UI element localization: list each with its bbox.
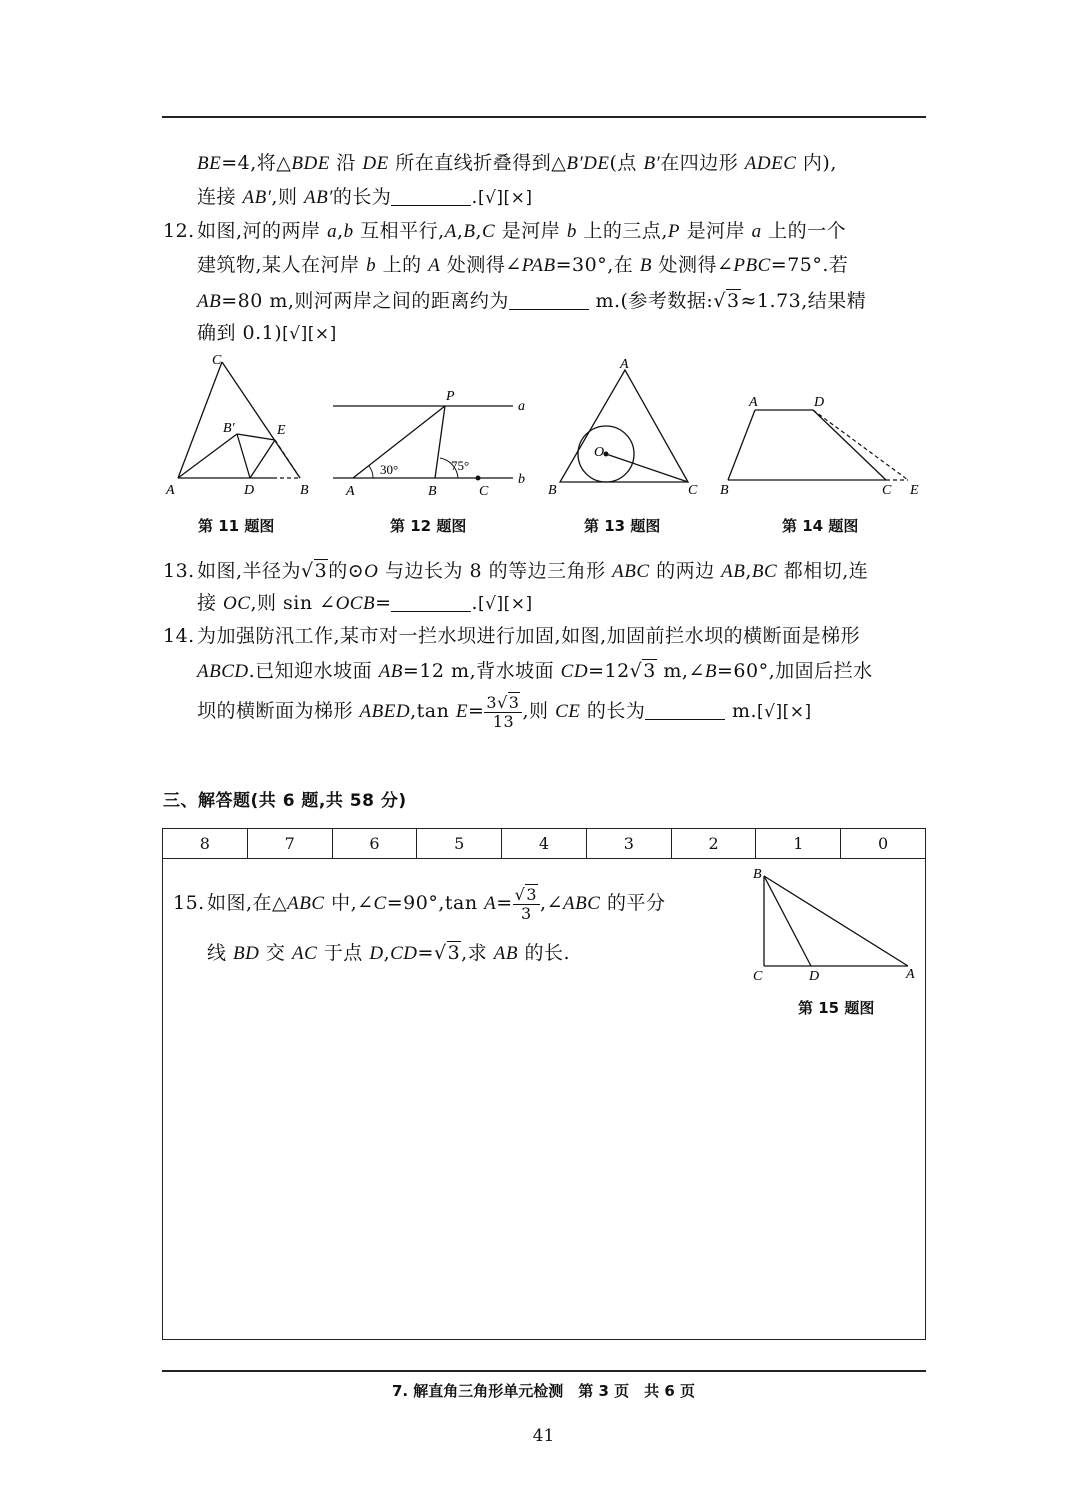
q15-text: ABC [287, 893, 325, 915]
q11-line2 [197, 182, 533, 209]
fig11-label: A [166, 483, 175, 498]
q13-answer-blank[interactable] [391, 593, 471, 612]
q14-line3 [197, 694, 812, 730]
q15-text: A [484, 893, 497, 915]
figure-12-caption: 第 12 题图 [390, 517, 467, 535]
q11-text: BE [197, 153, 222, 174]
q12-text: 确到 0.1) [197, 322, 283, 344]
q14-answer-blank[interactable] [645, 701, 725, 720]
sqrt-symbol: √3 [629, 660, 656, 682]
fig11-label: B [300, 483, 309, 498]
q14-text: AB [378, 661, 403, 682]
fraction-denominator: 3 [521, 903, 532, 923]
q13-text: BC [751, 561, 778, 582]
q12-line1 [163, 216, 846, 243]
fig12-angle-label: 75° [451, 458, 470, 473]
q15-text: , [383, 942, 391, 964]
q14-text: B [704, 661, 717, 682]
q12-text: , [475, 220, 483, 242]
fig13-triangle [560, 370, 688, 482]
q14-check-marks[interactable]: [√][×] [757, 702, 812, 723]
score-cell[interactable]: 8 [163, 829, 248, 858]
q13-text: ,则 sin ∠ [250, 592, 336, 614]
page-footer: 7. 解直角三角形单元检测 第 3 页 共 6 页 [391, 1382, 696, 1400]
q11-text: 的长为 [332, 186, 392, 208]
q14-line2 [197, 656, 873, 683]
fig13-label: O [594, 445, 605, 460]
q15-line2 [207, 938, 570, 965]
fraction-tan-a [513, 886, 540, 922]
score-cell[interactable]: 3 [587, 829, 672, 858]
figure-13 [540, 356, 710, 502]
q12-text: P [667, 221, 681, 242]
q12-text: 是河岸 [680, 220, 752, 242]
score-cell[interactable]: 2 [672, 829, 757, 858]
q14-text: .已知迎水坡面 [248, 660, 379, 682]
q12-answer-blank[interactable] [509, 291, 589, 310]
fig12-label: a [518, 399, 525, 414]
fraction-numerator-coef: 3 [486, 693, 498, 712]
q14-text: ,tan [410, 700, 456, 723]
fig13-label: A [620, 357, 629, 372]
q12-text: , [456, 220, 464, 242]
top-rule [162, 116, 926, 118]
q13-text: . [471, 592, 479, 614]
q11-text: B′ [643, 153, 661, 174]
q11-text: AB′ [242, 187, 272, 208]
q14-text: ,则 [522, 700, 556, 723]
sqrt-radicand: 3 [447, 942, 461, 964]
figure-14-caption: 第 14 题图 [782, 517, 859, 535]
q11-text: =4,将△ [221, 152, 292, 174]
q14-number: 14. [163, 625, 195, 647]
q15-text: 交 [259, 942, 292, 964]
q12-text: b [343, 221, 354, 242]
q15-text: 的平分 [600, 892, 666, 915]
q12-text: 处测得∠ [651, 254, 734, 276]
q15-text: AC [291, 943, 318, 964]
q12-text: b [366, 255, 377, 276]
q15-text: = [496, 892, 513, 915]
fig12-label: P [446, 389, 455, 404]
q12-text: 上的 [376, 254, 429, 276]
q13-text: ABC [612, 561, 650, 582]
q11-answer-blank[interactable] [391, 187, 471, 206]
sqrt-symbol: √3 [301, 560, 328, 582]
q14-text: 坝的横断面为梯形 [197, 700, 360, 723]
q12-text: 处测得∠ [440, 254, 522, 276]
q11-text: . [471, 186, 478, 208]
page-number: 41 [532, 1426, 555, 1446]
q12-text: =30°,在 [555, 254, 640, 276]
fig12-edge [353, 406, 445, 478]
sqrt-symbol: √3 [713, 290, 740, 312]
sqrt-radicand: 3 [643, 660, 656, 682]
q15-text: = [417, 942, 434, 964]
sqrt-symbol: √3 [497, 693, 520, 712]
sqrt-radicand: 3 [726, 290, 740, 312]
q11-text: ADEC [744, 153, 797, 174]
q14-text: CD [560, 661, 589, 682]
q15-text: ,∠ [540, 892, 564, 915]
q12-check-marks[interactable]: [√][×] [282, 324, 337, 344]
q14-text: =12 m,背水坡面 [402, 660, 561, 682]
q11-text: B′DE [566, 153, 610, 174]
q14-text: 的长为 [580, 700, 646, 723]
q11-text: 连接 [197, 186, 243, 208]
fig11-label: D [244, 483, 255, 498]
figure-14 [714, 390, 924, 502]
q12-text: 建筑物,某人在河岸 [197, 254, 367, 276]
q14-text: E [455, 701, 468, 723]
fig12-point-c [476, 476, 481, 481]
fig12-angle-arc [369, 466, 373, 478]
q15-text: 线 [207, 942, 234, 964]
figure-15-caption: 第 15 题图 [798, 999, 875, 1017]
fig14-label: E [910, 483, 919, 498]
q15-text: D [369, 943, 384, 964]
fig12-label: B [428, 484, 437, 499]
sqrt-radicand: 3 [314, 560, 328, 582]
q14-text: CE [555, 701, 581, 723]
fig12-label: C [479, 484, 489, 499]
fig15-bisector-bd [764, 876, 811, 966]
q13-number: 13. [163, 560, 195, 582]
q13-text: 如图,半径为 [197, 560, 302, 582]
score-cell[interactable]: 0 [878, 834, 889, 853]
q13-text: 接 [197, 592, 224, 614]
fraction-numerator [513, 886, 540, 905]
figure-13-caption: 第 13 题图 [584, 517, 661, 535]
q15-text: AB [493, 943, 518, 964]
q12-text: ≈1.73,结果精 [740, 290, 867, 312]
score-cell[interactable]: 7 [248, 829, 333, 858]
q13-line2 [197, 588, 533, 615]
fig11-edge [237, 434, 250, 478]
q15-text: 于点 [317, 942, 370, 964]
fig11-label: C [212, 353, 222, 368]
q12-line4 [197, 318, 337, 345]
fig14-label: B [720, 483, 729, 498]
fig15-label: B [753, 867, 762, 882]
q15-text: C [373, 893, 387, 915]
figure-11 [160, 352, 320, 502]
q12-text: =80 m,则河两岸之间的距离约为 [221, 290, 509, 312]
fig12-label: A [346, 484, 355, 499]
q12-text: AB [197, 291, 222, 312]
fraction-denominator: 13 [492, 711, 515, 731]
fig11-label: B′ [223, 421, 235, 436]
q15-text: BD [233, 943, 260, 964]
q15-text: 中,∠ [324, 892, 374, 915]
q15-text: ,求 [461, 942, 494, 964]
sqrt-symbol: √3 [514, 885, 538, 904]
q13-text: O [364, 561, 379, 582]
figure-15 [748, 864, 923, 988]
q14-text: =12 [588, 660, 630, 682]
q11-text: AB′ [304, 187, 333, 208]
fig12-edge [435, 406, 445, 478]
q11-text: 沿 [329, 152, 363, 174]
q12-text: C [482, 221, 496, 242]
fig13-label: B [548, 483, 557, 498]
q13-text: , [745, 560, 752, 582]
q15-line1 [173, 886, 665, 922]
q13-text: OCB [335, 593, 376, 614]
q11-check-marks[interactable]: [√][×] [477, 188, 533, 208]
q13-check-marks[interactable]: [√][×] [478, 594, 533, 614]
q14-line1 [163, 621, 860, 648]
fig15-label: D [809, 969, 820, 984]
q12-text: B [463, 221, 476, 242]
q15-text: =90°,tan [386, 892, 485, 915]
sqrt-radicand: 3 [526, 885, 538, 904]
fig14-label: A [749, 395, 758, 410]
figure-12 [328, 380, 538, 502]
fig13-segment-oc [606, 454, 688, 482]
q13-text: AB [721, 561, 746, 582]
sqrt-symbol: √3 [433, 942, 461, 964]
q12-text: a [751, 221, 762, 242]
q14-text: =60°,加固后拦水 [717, 660, 873, 682]
score-cell[interactable]: 5 [417, 829, 502, 858]
fig11-edge [178, 362, 222, 478]
q14-text: 为加强防汛工作,某市对一拦水坝进行加固,如图,加固前拦水坝的横断面是梯形 [197, 625, 861, 647]
section-3-title: 三、解答题(共 6 题,共 58 分) [163, 791, 407, 811]
fig15-edge-ab [764, 876, 908, 966]
q12-text: PBC [733, 255, 771, 276]
fig15-label: A [906, 967, 915, 982]
fig11-edge [237, 434, 275, 440]
fig14-label: C [882, 483, 892, 498]
q11-text: 内), [796, 152, 837, 174]
fig15-label: C [753, 969, 763, 984]
q12-text: 如图,河的两岸 [197, 220, 328, 242]
fig14-edge [813, 410, 886, 480]
q14-text: m,∠ [656, 660, 705, 682]
score-row [162, 828, 926, 859]
q12-text: , [337, 220, 344, 242]
figure-11-caption: 第 11 题图 [198, 517, 275, 535]
q12-text: PAB [521, 255, 556, 276]
q12-text: 互相平行, [353, 220, 445, 242]
q15-text: 的长. [517, 942, 571, 964]
q13-text: = [375, 592, 392, 614]
fraction-tan-e [484, 694, 522, 730]
q13-text: 与边长为 8 的等边三角形 [378, 560, 613, 582]
fig13-label: C [688, 483, 698, 498]
score-cell[interactable]: 6 [333, 829, 418, 858]
fig14-dashed-edge [813, 410, 908, 480]
q14-text: m. [725, 700, 758, 723]
q13-line1 [163, 556, 868, 583]
q11-line1 [197, 148, 837, 175]
q12-text: b [566, 221, 577, 242]
q13-text: OC [223, 593, 251, 614]
q12-text: 是河岸 [495, 220, 567, 242]
fig14-edge [728, 410, 755, 480]
q11-text: (点 [609, 152, 644, 174]
q12-text: m.(参考数据: [588, 290, 714, 312]
q12-text: 上的三点, [576, 220, 668, 242]
fraction-numerator [484, 694, 522, 713]
fig13-center [604, 452, 609, 457]
q12-text: A [428, 255, 441, 276]
q12-text: a [327, 221, 338, 242]
q13-text: 都相切,连 [777, 560, 869, 582]
q12-line3 [197, 286, 866, 313]
bottom-rule [162, 1370, 926, 1372]
q15-number: 15. [173, 892, 205, 915]
q15-text: 如图,在△ [207, 892, 288, 915]
q12-text: =75°.若 [770, 254, 849, 276]
q14-text: ABED [359, 701, 411, 723]
q15-text: CD [390, 943, 418, 964]
q12-text: A [444, 221, 457, 242]
q11-text: 所在直线折叠得到△ [388, 152, 567, 174]
score-cell[interactable]: 4 [502, 829, 587, 858]
q15-text: ABC [563, 893, 601, 915]
q13-text: 的⊙ [328, 560, 365, 582]
q11-text: ,则 [271, 186, 305, 208]
q12-number: 12. [163, 220, 195, 242]
fig11-label: E [277, 423, 286, 438]
fig14-label: D [814, 395, 825, 410]
q12-text: B [639, 255, 652, 276]
fig12-angle-label: 30° [380, 462, 399, 477]
sqrt-radicand: 3 [508, 693, 520, 712]
fig11-edge [250, 440, 275, 478]
q12-line2 [197, 250, 848, 277]
q11-text: 在四边形 [660, 152, 745, 174]
fig12-label: b [518, 472, 525, 487]
q14-text: ABCD [197, 661, 249, 682]
q11-text: DE [362, 153, 389, 174]
score-cell[interactable]: 1 [756, 829, 841, 858]
q14-text: = [467, 700, 485, 723]
q13-text: 的两边 [649, 560, 722, 582]
q12-text: 上的一个 [761, 220, 847, 242]
q11-text: BDE [291, 153, 330, 174]
